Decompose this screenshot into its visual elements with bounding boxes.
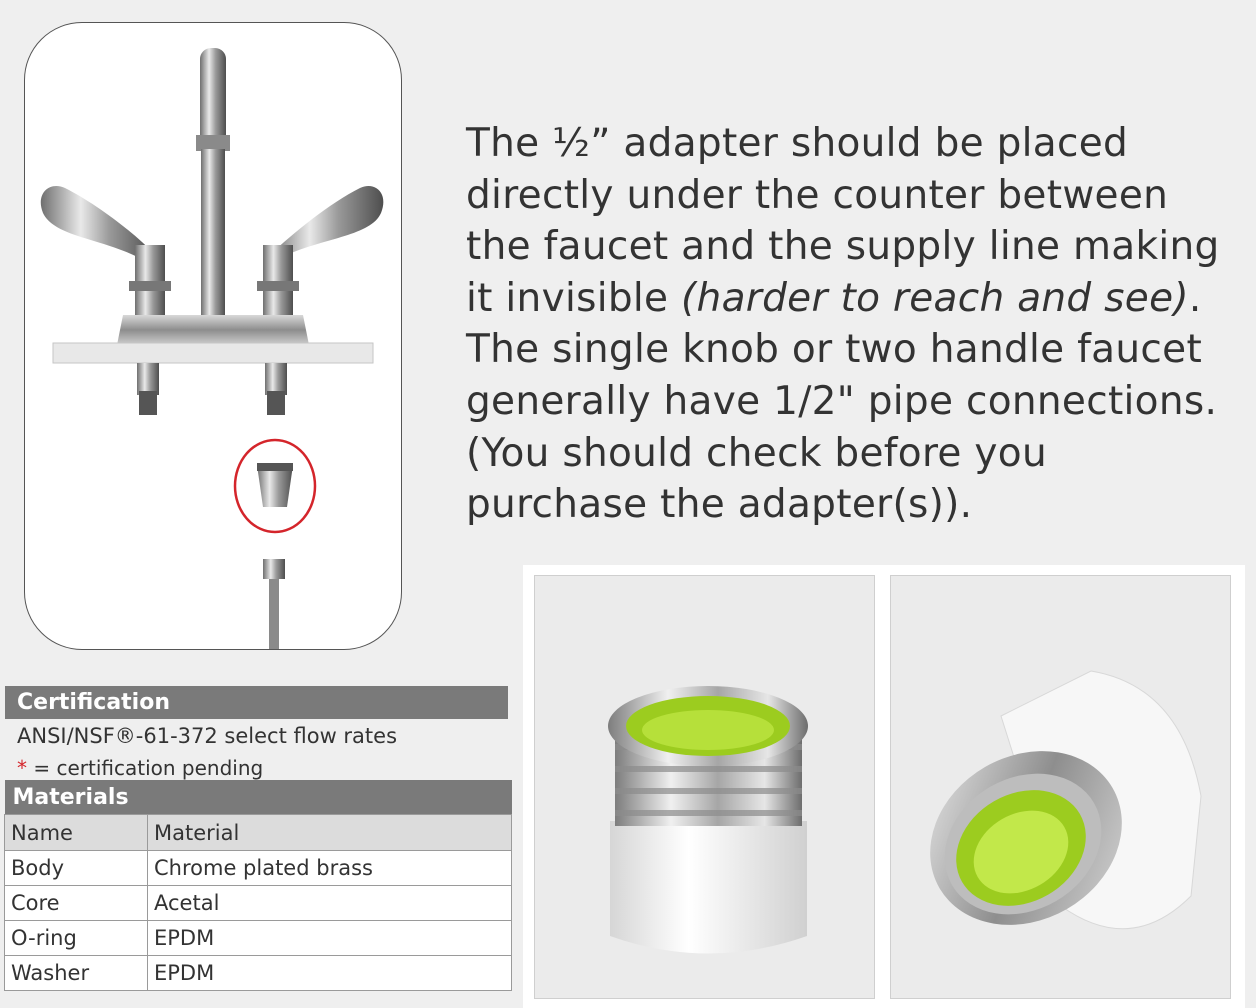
row-material: Acetal <box>148 886 512 921</box>
faucet-illustration-card <box>24 22 402 650</box>
left-valve <box>135 245 165 315</box>
table-row <box>5 956 512 991</box>
spout-tip <box>200 48 226 148</box>
row-material: Chrome plated brass <box>148 851 512 886</box>
supply-line-nut <box>263 559 285 579</box>
materials-table <box>4 780 512 991</box>
row-name: Core <box>5 886 148 921</box>
row-name: Washer <box>5 956 148 991</box>
row-name: Body <box>5 851 148 886</box>
table-row <box>5 886 512 921</box>
certification-star: * <box>17 756 27 780</box>
row-name: O-ring <box>5 921 148 956</box>
deck-plate <box>53 343 373 363</box>
description-paragraph-2: The single knob or two handle faucet generally have 1/2" pipe connections. (You should check before you purchase the adapter(s)). <box>466 327 1218 528</box>
certification-note: * = certification pending <box>17 756 264 780</box>
right-valve <box>263 245 293 315</box>
description-paragraph-1: The ½” adapter should be placed directly under the counter between the faucet and the supply line making it invisible (harder to reach and see). <box>466 121 1220 321</box>
materials-header: Materials <box>5 780 512 815</box>
table-row <box>5 851 512 886</box>
supply-line <box>269 579 279 649</box>
faucet-body <box>117 315 309 345</box>
right-shank <box>267 391 285 415</box>
adapter-part <box>257 465 293 507</box>
column-header-material: Material <box>148 815 512 851</box>
row-material: EPDM <box>148 921 512 956</box>
left-shank <box>139 391 157 415</box>
adapter-angled-photo <box>890 575 1231 999</box>
table-row <box>5 921 512 956</box>
adapter-side-image <box>535 576 876 1000</box>
adapter-side-photo <box>534 575 875 999</box>
row-material: EPDM <box>148 956 512 991</box>
certification-header: Certification <box>5 686 508 719</box>
faucet-illustration <box>25 23 401 649</box>
column-header-name: Name <box>5 815 148 851</box>
adapter-photos <box>523 565 1245 1008</box>
adapter-angled-image <box>891 576 1232 1000</box>
certification-standard: ANSI/NSF®-61-372 select flow rates <box>17 724 398 748</box>
adapter-description <box>466 118 1236 531</box>
